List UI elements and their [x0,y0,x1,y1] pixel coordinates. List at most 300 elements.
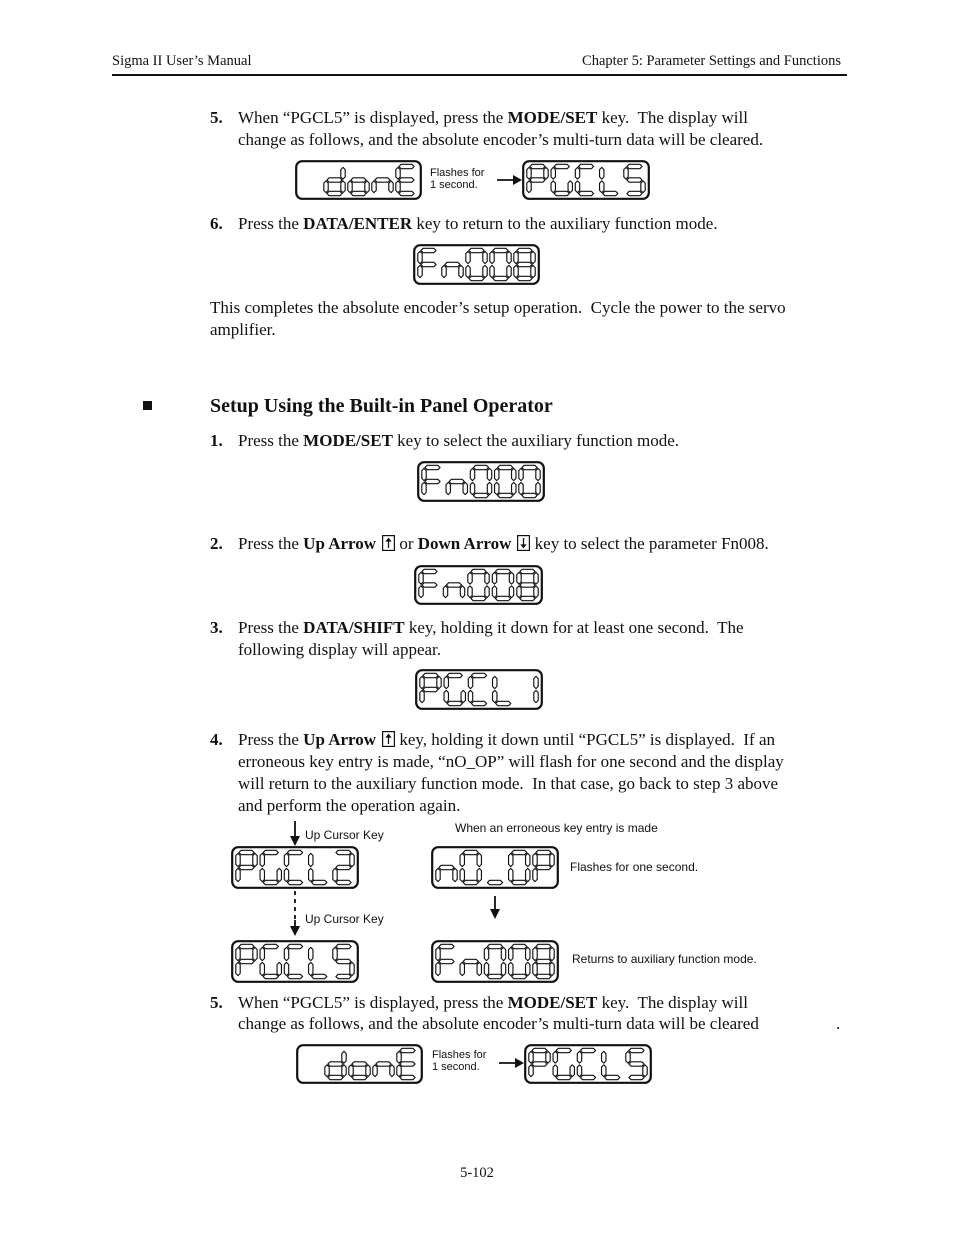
segment-d [328,1075,343,1079]
segment-d [336,880,351,884]
segment-d [287,974,302,978]
segment-c [463,482,467,494]
segment-e [397,1065,401,1077]
segment-g [520,583,535,587]
segment-a [463,850,478,854]
key-name: MODE/SET [303,431,393,450]
segment-f [484,947,488,960]
segment-c [501,962,505,975]
text: Press the [238,214,304,233]
display-done [295,160,422,200]
segment-f [509,947,513,960]
segment-c [341,181,345,193]
segment-f [626,1051,630,1063]
segment-e [349,1065,353,1077]
display-digit [517,569,538,600]
segment-c [568,181,572,193]
flash-note-line-2: 1 second. [430,179,478,191]
segment-d [495,596,510,600]
segment-e [519,482,523,494]
segment-c [477,962,481,975]
segment-e [446,482,450,494]
segment-a [447,673,462,677]
segment-g [421,262,436,266]
segment-e [529,1065,533,1077]
segment-d [351,191,366,195]
segment-c [534,586,538,598]
segment-f [577,1051,581,1063]
segment-f [493,676,497,688]
segment-e [324,181,328,193]
segment-g [351,178,366,182]
step-6-line [238,214,718,234]
segment-e [260,868,264,881]
segment-d [463,880,478,884]
up-arrow-key-icon [382,731,395,747]
segment-e [600,181,604,193]
segment-a [536,944,551,948]
display-fn000 [417,461,545,502]
step-4-line-4: and perform the operation again. [238,796,461,815]
segment-e [509,868,513,881]
segment-e [466,265,470,277]
closing-paragraph-line-1: This completes the absolute encoder’s setup operation. Cycle the power to the servo [210,298,786,317]
segment-g [449,479,464,483]
up-cursor-key-label: Up Cursor Key [305,828,384,842]
segment-d [627,191,642,195]
segment-b [550,947,554,960]
segment-e [443,586,447,598]
segment-b [485,572,489,584]
segment-e [577,1065,581,1077]
segment-g [352,1062,367,1066]
segment-a [263,850,278,854]
right-arrow-icon [497,1055,525,1071]
segment-a [239,944,254,948]
segment-a [336,944,351,948]
flash-note-line-2: 1 second. [432,1061,480,1073]
segment-f [470,468,474,480]
segment-b [477,853,481,866]
step-5b-line-2: change as follows, and the absolute encoder’s multi-turn data will be cleared [238,1014,759,1033]
segment-f [309,947,313,960]
step-number: 6. [210,214,223,233]
segment-d [327,191,342,195]
segment-b [550,853,554,866]
segment-b [501,947,505,960]
segment-g [439,865,454,869]
segment-f [492,572,496,584]
segment-f [527,167,531,179]
segment-a [627,164,642,168]
segment-e [492,586,496,598]
segment-d [629,1075,644,1079]
text: or [395,534,418,553]
segment-e [602,1065,606,1077]
text: Press the [238,730,304,749]
segment-c [487,482,491,494]
step-number: 5. [210,108,223,127]
segment-e [490,265,494,277]
display-digit [396,164,414,195]
segment-d [473,493,488,497]
segment-c [643,1065,647,1077]
text: key to select the parameter Fn008. [530,534,769,553]
display-digit [487,880,502,884]
segment-b [512,468,516,480]
segment-b [544,167,548,179]
segment-e [484,962,488,975]
segment-f [236,947,240,960]
display-pgcl5 [231,940,359,983]
segment-e [444,690,448,702]
segment-a [532,1048,547,1052]
segment-f [436,947,440,960]
segment-f [468,572,472,584]
segment-f [495,468,499,480]
segment-e [493,690,497,702]
segment-e [333,868,337,881]
segment-d [312,974,327,978]
segment-e [527,181,531,193]
segment-b [253,853,257,866]
text: key to select the auxiliary function mode. [392,431,679,450]
segment-g [239,865,254,869]
segment-e [470,482,474,494]
segment-g [425,479,440,483]
segment-d [605,1075,620,1079]
segment-f [418,251,422,263]
text: key, holding it down until “PGCL5” is displayed. If an [395,730,775,749]
segment-b [534,572,538,584]
segment-c [277,962,281,975]
right-arrow-icon [495,172,523,188]
segment-e [260,962,264,975]
step-4-line-1 [238,730,775,750]
segment-g [239,959,254,963]
segment-e [460,962,464,975]
segment-d [447,701,462,705]
segment-e [396,181,400,193]
up-cursor-key-label: Up Cursor Key [305,912,384,926]
segment-e [468,690,472,702]
segment-f [284,947,288,960]
segment-d [336,974,351,978]
segment-e [422,482,426,494]
segment-d [536,974,551,978]
segment-a [498,465,513,469]
segment-e [460,868,464,881]
segment-f [575,167,579,179]
segment-f [419,572,423,584]
segment-d [471,596,486,600]
segment-f [236,853,240,866]
segment-a [287,944,302,948]
segment-c [453,868,457,881]
segment-c [390,1065,394,1077]
segment-g [400,1062,415,1066]
segment-g [536,865,551,869]
segment-a [469,248,484,252]
segment-f [553,1051,557,1063]
return-note: Returns to auxiliary function mode. [572,952,757,966]
segment-d [469,276,484,280]
square-bullet-icon [143,401,152,410]
segment-f [468,676,472,688]
segment-f [533,947,537,960]
display-pgcl2 [231,846,359,889]
segment-g [439,959,454,963]
step-4-line-3: will return to the auxiliary function mode. In that case, go back to step 3 above [238,774,779,793]
segment-b [526,853,530,866]
segment-e [575,181,579,193]
segment-g [629,1062,644,1066]
segment-f [529,1051,533,1063]
text: key. The display will [597,108,748,127]
segment-a [578,164,593,168]
segment-d [263,880,278,884]
segment-a [493,248,508,252]
step-number: 3. [210,618,223,637]
display-fn008 [413,244,540,285]
segment-a [512,850,527,854]
key-name: DATA/SHIFT [303,618,405,637]
text: When “PGCL5” is displayed, press the [238,993,508,1012]
text: Press the [238,618,304,637]
segment-g [328,1062,343,1066]
segment-e [418,265,422,277]
segment-c [534,690,538,702]
segment-b [536,468,540,480]
segment-g [375,178,390,182]
key-name: DATA/ENTER [303,214,413,233]
segment-f [490,251,494,263]
segment-d [517,276,532,280]
segment-e [372,181,376,193]
segment-b [526,947,530,960]
page-number: 5-102 [460,1165,494,1181]
segment-a [554,164,569,168]
segment-a [520,569,535,573]
step-number: 4. [210,730,223,749]
segment-e [551,181,555,193]
segment-a [473,465,488,469]
step-1-line [238,431,679,451]
segment-c [277,868,281,881]
segment-f [420,676,424,688]
segment-b [534,676,538,688]
segment-d [352,1075,367,1079]
section-heading: Setup Using the Built-in Panel Operator [210,395,553,417]
header-rule [112,74,847,76]
segment-e [309,962,313,975]
segment-f [509,853,513,866]
segment-g [327,178,342,182]
display-pgcl5 [522,160,650,200]
segment-e [419,586,423,598]
segment-c [461,690,465,702]
segment-g [399,178,414,182]
segment-d [312,880,327,884]
segment-e [420,690,424,702]
segment-d [512,880,527,884]
step-5-line-2: change as follows, and the absolute encoder’s multi-turn data will be cleared. [238,130,764,149]
dashed-down-arrow-icon [288,889,302,937]
display-pgcl5 [524,1044,652,1084]
segment-e [533,962,537,975]
segment-d [287,880,302,884]
segment-e [284,868,288,881]
segment-e [442,265,446,277]
segment-e [325,1065,329,1077]
segment-e [236,868,240,881]
segment-d [471,701,486,705]
segment-d [493,276,508,280]
segment-d [487,880,502,884]
segment-a [471,673,486,677]
segment-c [550,962,554,975]
segment-g [517,262,532,266]
segment-e [517,586,521,598]
header-chapter-title: Chapter 5: Parameter Settings and Functions [582,53,841,69]
key-name: Up Arrow [303,730,377,749]
segment-a [556,1048,571,1052]
segment-f [396,167,400,179]
segment-e [309,868,313,881]
segment-d [522,493,537,497]
segment-a [336,850,351,854]
segment-e [373,1065,377,1077]
segment-a [530,164,545,168]
segment-c [526,962,530,975]
segment-g [536,959,551,963]
segment-g [376,1062,391,1066]
display-fn008 [414,565,543,605]
segment-b [342,1051,346,1063]
segment-d [400,1075,415,1079]
step-3-line-1 [238,618,744,638]
segment-d [512,974,527,978]
segment-b [546,1051,550,1063]
segment-c [512,482,516,494]
down-arrow-key-icon [517,535,530,551]
segment-c [342,1065,346,1077]
segment-a [287,850,302,854]
key-name: Down Arrow [417,534,512,553]
segment-a [421,248,436,252]
segment-c [389,181,393,193]
segment-f [333,947,337,960]
segment-c [531,265,535,277]
segment-c [485,586,489,598]
segment-b [341,167,345,179]
segment-e [236,962,240,975]
segment-a [263,944,278,948]
segment-f [309,853,313,866]
segment-f [260,853,264,866]
segment-a [536,850,551,854]
segment-d [399,191,414,195]
segment-a [239,850,254,854]
segment-b [350,853,354,866]
text: Press the [238,431,304,450]
segment-b [483,251,487,263]
segment-d [556,1075,571,1079]
segment-c [526,868,530,881]
segment-a [512,944,527,948]
segment-e [514,265,518,277]
segment-c [536,482,540,494]
segment-e [284,962,288,975]
segment-b [437,676,441,688]
segment-e [436,962,440,975]
segment-e [348,181,352,193]
step-5-line-1 [238,108,748,128]
segment-a [522,465,537,469]
segment-d [496,701,511,705]
segment-c [570,1065,574,1077]
step-number: 2. [210,534,223,553]
segment-a [580,1048,595,1052]
segment-d [520,596,535,600]
segment-b [509,572,513,584]
header-manual-title: Sigma II User’s Manual [112,53,252,69]
step-4-line-2: erroneous key entry is made, “nO_OP” will flash for one second and the display [238,752,784,771]
segment-d [498,493,513,497]
error-flash-note: Flashes for one second. [570,860,699,874]
segment-d [554,191,569,195]
segment-a [400,1048,415,1052]
segment-e [553,1065,557,1077]
text: When “PGCL5” is displayed, press the [238,108,508,127]
segment-f [460,853,464,866]
segment-a [439,944,454,948]
segment-g [530,178,545,182]
segment-c [459,265,463,277]
up-arrow-key-icon [382,535,395,551]
segment-b [507,251,511,263]
segment-c [509,586,513,598]
segment-g [532,1062,547,1066]
display-pgcl1 [415,669,543,710]
segment-g [336,865,351,869]
segment-a [517,248,532,252]
segment-f [624,167,628,179]
segment-f [260,947,264,960]
display-fn008 [431,940,559,983]
segment-d [603,191,618,195]
segment-f [444,676,448,688]
segment-f [519,468,523,480]
segment-c [483,265,487,277]
display-done [296,1044,423,1084]
closing-paragraph-line-2: amplifier. [210,320,276,339]
segment-g [445,262,460,266]
segment-c [365,181,369,193]
segment-g [423,687,438,691]
display-no-op [431,846,559,889]
step-3-line-2: following display will appear. [238,640,442,659]
segment-a [471,569,486,573]
segment-d [263,974,278,978]
text: Press the [238,534,304,553]
segment-f [284,853,288,866]
segment-f [517,572,521,584]
segment-c [460,586,464,598]
segment-f [466,251,470,263]
segment-f [397,1051,401,1063]
display-digit [397,1048,415,1079]
